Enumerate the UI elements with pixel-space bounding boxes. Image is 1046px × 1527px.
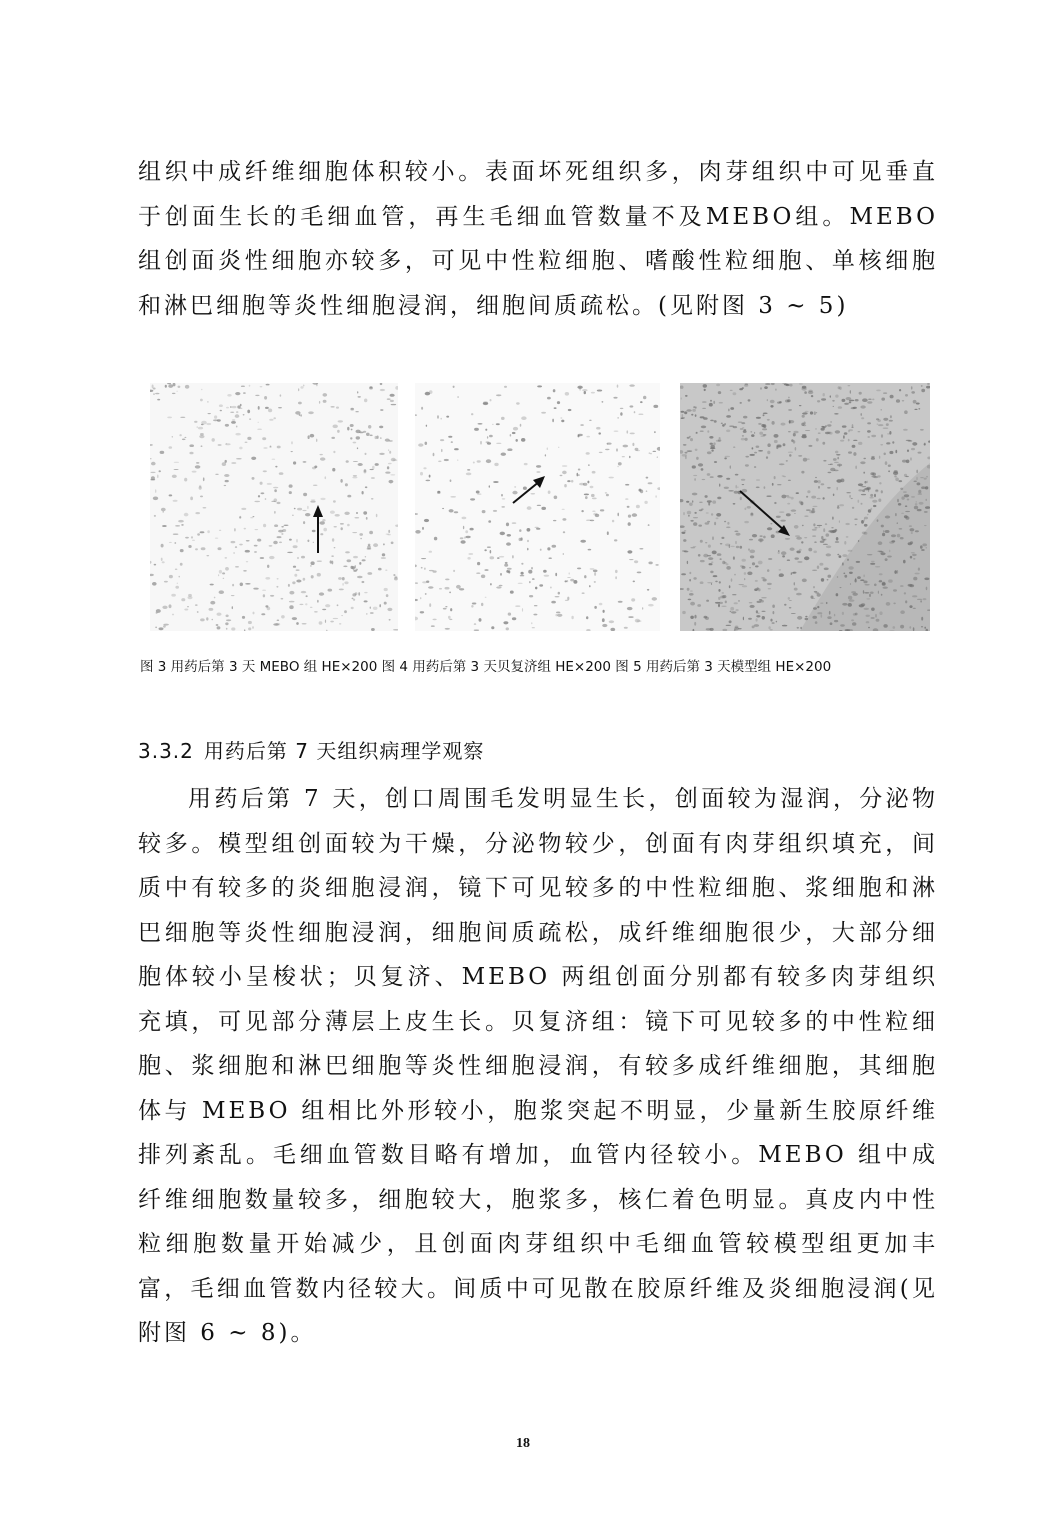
figure-4-micrograph (415, 383, 660, 631)
section-heading (138, 735, 484, 764)
figure-5-micrograph (680, 383, 930, 631)
cell-texture (415, 384, 660, 631)
section-title: 用药后第 7 天组织病理学观察 (203, 739, 485, 763)
figure-5-image (680, 383, 930, 631)
cell-texture (150, 383, 398, 631)
figure-caption: 图 3 用药后第 3 天 MEBO 组 HE×200 图 4 用药后第 3 天贝复济组 HE×200 图 5 用药后第 3 天模型组 HE×200 (140, 659, 832, 675)
figure-3-image (150, 383, 398, 631)
arrow-icon (313, 505, 323, 553)
section-number: 3.3.2 (138, 739, 194, 763)
histology-figure-row (150, 383, 940, 631)
figure-4-image (415, 383, 660, 631)
arrow-icon (513, 476, 545, 503)
page-number: 18 (516, 1436, 530, 1451)
figure-3-micrograph (150, 383, 398, 631)
body-paragraph: 用药后第 7 天，创口周围毛发明显生长，创面较为湿润，分泌物较多。模型组创面较为干燥，分泌物较少，创面有肉芽组织填充，间质中有较多的炎细胞浸润，镜下可见较多的中性粒细胞、浆细胞和淋巴细胞等炎性细胞浸润，细胞间质疏松，成纤维细胞很少，大部分细胞体较小呈梭状；贝复济、MEBO 两组创面分别都有较多肉芽组织充填，可见部分薄层上皮生长。贝复济组：镜下可见较多的中性粒细胞、浆细胞和淋巴细胞等炎性细胞浸润，有较多成纤维细胞，其细胞体与 MEBO 组相比外形较小，胞浆突起不明显，少量新生胶原纤维排列紊乱。毛细血管数目略有增加，血管内径较小。MEBO 组中成纤维细胞数量较多，细胞较大，胞浆多，核仁着色明显。真皮内中性粒细胞数量开始减少，且创面肉芽组织中毛细血管较模型组更加丰富，毛细血管数内径较大。间质中可见散在胶原纤维及炎细胞浸润(见附图 6 ~ 8)。 (138, 786, 938, 1346)
body-paragraph: 组织中成纤维细胞体积较小。表面坏死组织多，肉芽组织中可见垂直于创面生长的毛细血管，再生毛细血管数量不及MEBO组。MEBO组创面炎性细胞亦较多，可见中性粒细胞、嗜酸性粒细胞、单核细胞和淋巴细胞等炎性细胞浸润，细胞间质疏松。(见附图 3 ~ 5) (138, 159, 938, 319)
